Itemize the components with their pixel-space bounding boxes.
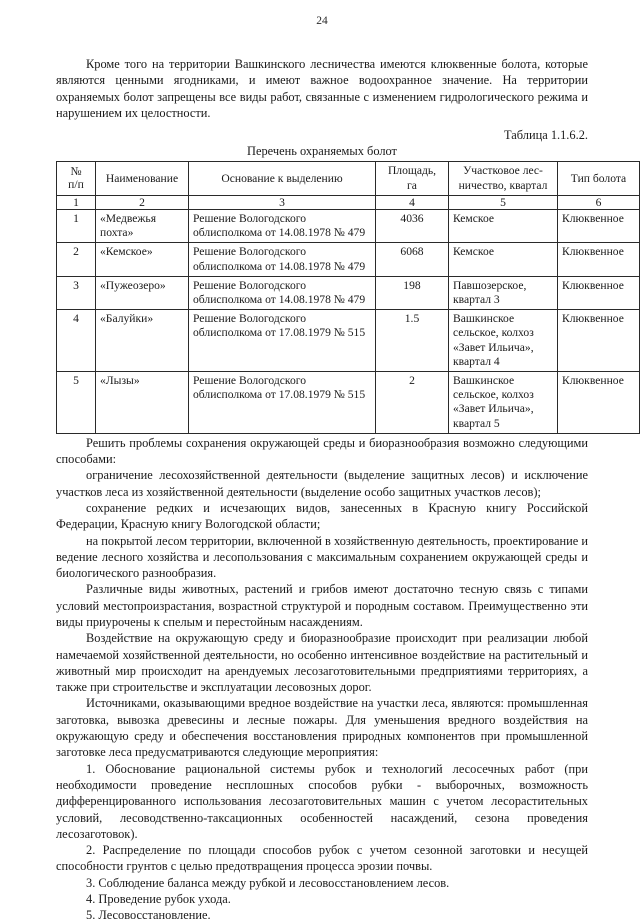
cell-basis: Решение Вологодского облисполкома от 17.08.1979 № 515 (189, 371, 376, 433)
colnum-3: 3 (189, 195, 376, 209)
table-column-numbers-row (57, 195, 640, 209)
body-paragraph-3: сохранение редких и исчезающих видов, занесенных в Красную книгу Российской Федерации, Красную книгу Вологодской области; (56, 500, 588, 532)
table-header-row (57, 162, 640, 195)
page-number: 24 (316, 15, 328, 27)
cell-basis: Решение Вологодского облисполкома от 14.08.1978 № 479 (189, 209, 376, 242)
cell-number: 5 (57, 371, 96, 433)
cell-basis: Решение Вологодского облисполкома от 14.08.1978 № 479 (189, 276, 376, 309)
cell-number: 1 (57, 209, 96, 242)
body-paragraph-6: Воздействие на окружающую среду и биоразнообразие происходит при реализации любой намечаемой хозяйственной деятельности, но особенно интенсивное воздействие на растительный и животный мир происходит на арендуемых лесозаготовительными предприятиями территориях, а также при строительстве и эксплуатации лесовозных дорог. (56, 631, 588, 695)
header-number-line2: п/п (68, 177, 84, 191)
table-row (57, 371, 640, 433)
intro-paragraph: Кроме того на территории Вашкинского лесничества имеются клюквенные болота, которые являются ценными ягодниками, и имеют важное водоохранное значение. На территории охраняемых болот запрещены все виды работ, связанные с изменением гидрологического режима и нарушением их целостности. (56, 57, 588, 120)
cell-area: 198 (376, 276, 449, 309)
protected-bogs-table (56, 161, 640, 433)
table-row (57, 209, 640, 242)
body-paragraph-5: Различные виды животных, растений и грибов имеют достаточно тесную связь с типами условий местопроизрастания, возрастной структурой и породным составом. Преимущественно эти виды приурочены к спелым и перестойным насаждениям. (56, 582, 588, 629)
colnum-6: 6 (558, 195, 640, 209)
header-forestry-line1: Участковое лес- (463, 164, 543, 178)
measure-item-4: 4. Проведение рубок ухода. (86, 892, 231, 907)
body-paragraph-1: Решить проблемы сохранения окружающей среды и биоразнообразия возможно следующими способами: (56, 435, 588, 467)
colnum-2: 2 (96, 195, 189, 209)
cell-type: Клюквенное (558, 310, 640, 372)
cell-area: 6068 (376, 243, 449, 276)
header-cell-area (376, 162, 449, 195)
cell-type: Клюквенное (558, 371, 640, 433)
measure-item-3: 3. Соблюдение баланса между рубкой и лесовосстановлением лесов. (86, 875, 450, 890)
header-area-line1: Площадь, (387, 164, 437, 178)
measure-item-5: 5. Лесовосстановление. (86, 908, 211, 923)
cell-forestry: Вашкинское сельское, колхоз «Завет Ильича», квартал 4 (449, 310, 558, 372)
cell-forestry: Кемское (449, 243, 558, 276)
header-forestry-line2: ничество, квартал (458, 178, 548, 192)
header-cell-number (57, 162, 96, 195)
cell-number: 2 (57, 243, 96, 276)
cell-area: 4036 (376, 209, 449, 242)
table-body (57, 209, 640, 433)
header-area-line2: га (407, 178, 417, 192)
table-row (57, 243, 640, 276)
cell-name: «Пужеозеро» (96, 276, 189, 309)
body-paragraph-2: ограничение лесохозяйственной деятельности (выделение защитных лесов) и исключение участков леса из хозяйственной деятельности (выделение особо защитных участков лесов); (56, 468, 588, 499)
measure-item-1: 1. Обоснование рациональной системы рубок и технологий лесосечных работ (при необходимости проведение несплошных способов рубки - выборочных, возможность дифференцированного использования лесозаготовительных машин с учетом лесорастительных условий, лесоводственно-таксационных особенностей насаждений, сезона проведения лесозаготовок). (56, 761, 588, 841)
table-head (57, 162, 640, 209)
body-paragraph-7: Источниками, оказывающими вредное воздействие на участки леса, являются: промышленная заготовка, вывозка древесины и лесные пожары. Для уменьшения вредного воздействия на окружающую среду и обеспечения восстановления природных компонентов при промышленной заготовке леса предусматриваются следующие мероприятия: (56, 696, 588, 760)
header-cell-name: Наименование (96, 162, 189, 195)
cell-name: «Кемское» (96, 243, 189, 276)
table-row (57, 310, 640, 372)
header-cell-type: Тип болота (558, 162, 640, 195)
colnum-4: 4 (376, 195, 449, 209)
cell-type: Клюквенное (558, 276, 640, 309)
cell-name: «Лызы» (96, 371, 189, 433)
header-cell-forestry (449, 162, 558, 195)
cell-area: 2 (376, 371, 449, 433)
cell-basis: Решение Вологодского облисполкома от 17.08.1979 № 515 (189, 310, 376, 372)
cell-name: «Балуйки» (96, 310, 189, 372)
cell-type: Клюквенное (558, 209, 640, 242)
body-text-block (56, 435, 588, 924)
body-paragraph-4: на покрытой лесом территории, включенной в хозяйственную деятельность, проектирование и ведение лесного хозяйства и лесопользования с максимальным сохранением окружающей среды и биологического разнообразия. (56, 533, 588, 581)
cell-number: 3 (57, 276, 96, 309)
cell-forestry: Павшозерское, квартал 3 (449, 276, 558, 309)
header-number-line1: № (70, 165, 82, 179)
colnum-1: 1 (57, 195, 96, 209)
cell-name: «Медвежья похта» (96, 209, 189, 242)
cell-area: 1.5 (376, 310, 449, 372)
table-row (57, 276, 640, 309)
cell-forestry: Вашкинское сельское, колхоз «Завет Ильича», квартал 5 (449, 371, 558, 433)
cell-basis: Решение Вологодского облисполкома от 14.08.1978 № 479 (189, 243, 376, 276)
table-number-label: Таблица 1.1.6.2. (504, 128, 588, 143)
cell-number: 4 (57, 310, 96, 372)
header-cell-basis: Основание к выделению (189, 162, 376, 195)
cell-forestry: Кемское (449, 209, 558, 242)
cell-type: Клюквенное (558, 243, 640, 276)
table-title: Перечень охраняемых болот (247, 144, 397, 159)
measure-item-2: 2. Распределение по площади способов рубок с учетом сезонной заготовки и несущей способности грунтов с целью предотвращения процесса эрозии почвы. (56, 843, 588, 874)
colnum-5: 5 (449, 195, 558, 209)
